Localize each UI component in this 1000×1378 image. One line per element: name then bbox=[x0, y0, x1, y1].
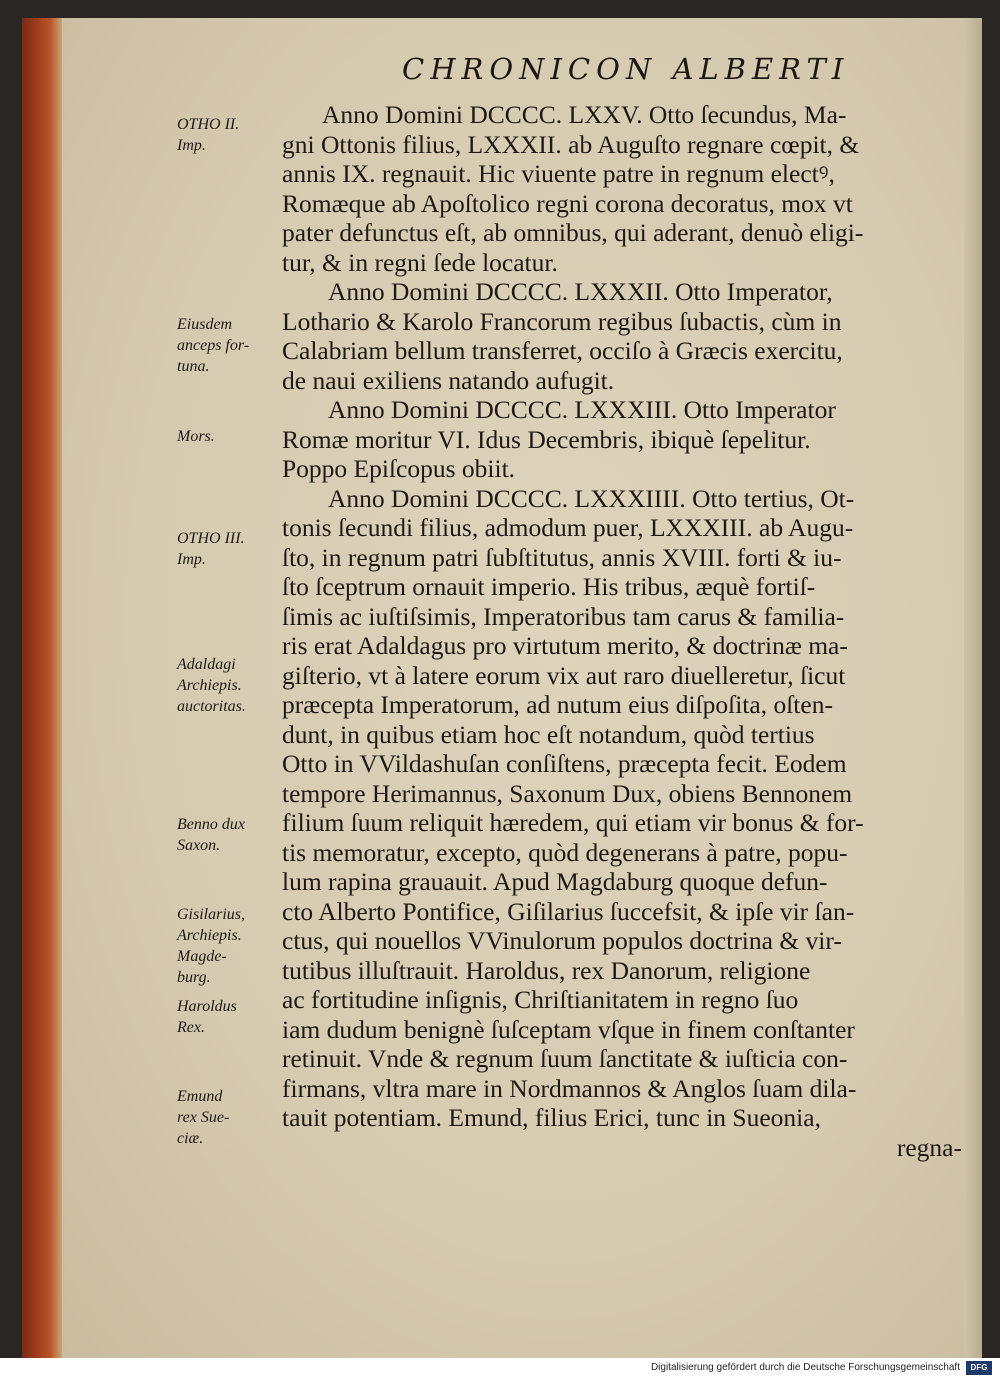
text-line: tonis ſecundi filius, admodum puer, LXXXIII. ab Augu- bbox=[282, 513, 854, 542]
text-line: gni Ottonis filius, LXXXII. ab Auguſto regnare cœpit, & bbox=[282, 129, 860, 159]
text-line: dunt, in quibus etiam hoc eſt notandum, quòd tertius bbox=[282, 719, 815, 749]
text-line: tis memoratur, excepto, quòd degenerans à patre, popu- bbox=[282, 837, 848, 867]
margin-note-emund: Emund rex Sue- ciæ. bbox=[177, 1088, 230, 1147]
scanned-page bbox=[22, 18, 982, 1358]
text-line: tauit potentiam. Emund, filius Erici, tunc in Sueonia, bbox=[282, 1103, 821, 1132]
footer-credit: Digitalisierung gefördert durch die Deutsche Forschungsgemeinschaft bbox=[650, 1362, 960, 1373]
text-line: Anno Domini DCCCC. LXXXIIII. Otto tertius, Ot- bbox=[328, 483, 855, 513]
text-line: ſto, in regnum patri ſubſtitutus, annis XVIII. forti & iu- bbox=[282, 542, 842, 572]
text-line: Calabriam bellum transferret, occiſo à Græcis exercitu, bbox=[282, 336, 843, 365]
text-line: de naui exiliens natando aufugit. bbox=[282, 365, 615, 395]
text-line: retinuit. Vnde & regnum ſuum ſanctitate & iuſticia con- bbox=[282, 1044, 848, 1073]
text-line: giſterio, vt à latere eorum vix aut raro diuelleretur, ſicut bbox=[282, 660, 846, 690]
margin-note-mors: Mors. bbox=[177, 428, 215, 445]
chronicle-text bbox=[282, 100, 962, 1162]
text-line: iam dudum benignè ſuſceptam vſque in finem conſtanter bbox=[282, 1014, 855, 1044]
margin-note-haroldus: Haroldus Rex. bbox=[177, 998, 237, 1036]
margin-note-anceps: Eiusdem anceps for- tuna. bbox=[177, 316, 250, 375]
text-line: ac fortitudine inſignis, Chriſtianitatem in regno ſuo bbox=[282, 985, 799, 1014]
text-line: præcepta Imperatorum, ad nutum eius diſpoſita, oſten- bbox=[282, 690, 833, 719]
text-line: ſto ſceptrum ornauit imperio. His tribus, æquè fortiſ- bbox=[282, 572, 816, 601]
text-line: firmans, vltra mare in Nordmannos & Anglos ſuam dila- bbox=[282, 1073, 857, 1103]
margin-note-benno: Benno dux Saxon. bbox=[177, 816, 245, 854]
text-line: tutibus illuſtrauit. Haroldus, rex Danorum, religione bbox=[282, 955, 811, 985]
running-header: CHRONICON ALBERTI bbox=[402, 52, 850, 86]
digitization-footer bbox=[0, 1358, 1000, 1378]
text-line: annis IX. regnauit. Hic viuente patre in regnum electꝰ, bbox=[282, 159, 835, 188]
margin-note-otho-iii: OTHO III. Imp. bbox=[177, 530, 245, 568]
text-line: cto Alberto Pontifice, Giſilarius ſuccefsit, & ipſe vir ſan- bbox=[282, 896, 855, 926]
book-spine-edge bbox=[22, 18, 62, 1358]
text-line: ctus, qui nouellos VVinulorum populos doctrina & vir- bbox=[282, 926, 842, 955]
text-line: Lothario & Karolo Francorum regibus ſubactis, cùm in bbox=[282, 306, 842, 336]
text-line: Romæ moritur VI. Idus Decembris, ibiquè ſepelitur. bbox=[282, 424, 811, 454]
text-line: Romæque ab Apoſtolico regni corona decoratus, mox vt bbox=[282, 188, 853, 218]
text-line: ſimis ac iuſtiſsimis, Imperatoribus tam carus & familia- bbox=[282, 601, 845, 631]
margin-note-gisilarius: Gisilarius, Archiepis. Magde- burg. bbox=[177, 906, 246, 986]
text-line: filium ſuum reliquit hæredem, qui etiam vir bonus & for- bbox=[282, 808, 864, 837]
page-right-edge bbox=[964, 18, 982, 1358]
text-line: Anno Domini DCCCC. LXXV. Otto ſecundus, Ma- bbox=[322, 100, 847, 129]
text-line: pater defunctus eſt, ab omnibus, qui aderant, denuò eligi- bbox=[282, 218, 864, 247]
text-line: Anno Domini DCCCC. LXXXII. Otto Imperator, bbox=[328, 277, 833, 306]
text-line: tur, & in regni ſede locatur. bbox=[282, 247, 558, 277]
text-line: Anno Domini DCCCC. LXXXIII. Otto Imperator bbox=[328, 395, 836, 424]
margin-note-otho-ii: OTHO II. Imp. bbox=[177, 116, 240, 154]
margin-note-adaldagi: Adaldagi Archiepis. auctoritas. bbox=[177, 656, 246, 715]
text-line: Poppo Epiſcopus obiit. bbox=[282, 454, 516, 483]
catchword: regna- bbox=[896, 1132, 962, 1162]
text-line: tempore Herimannus, Saxonum Dux, obiens Bennonem bbox=[282, 778, 853, 808]
text-line: Otto in VVildashuſan conſiſtens, præcepta fecit. Eodem bbox=[282, 749, 847, 778]
text-line: ris erat Adaldagus pro virtutum merito, & doctrinæ ma- bbox=[282, 631, 848, 660]
text-line: lum rapina grauauit. Apud Magdaburg quoque defun- bbox=[282, 867, 828, 896]
dfg-logo-icon: DFG bbox=[966, 1361, 992, 1375]
